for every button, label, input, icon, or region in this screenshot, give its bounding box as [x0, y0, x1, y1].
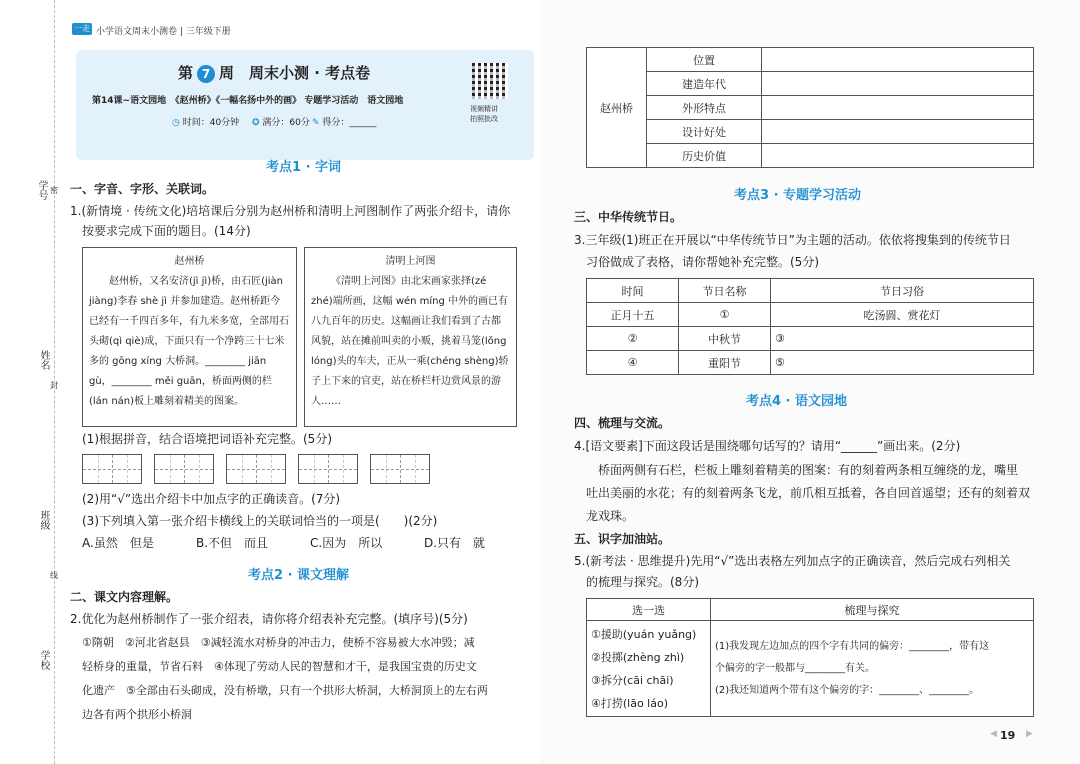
fest-r3-time[interactable]: ④: [587, 351, 679, 375]
kp4-heading: 考点4 · 语文园地: [746, 394, 848, 409]
card2-title: 清明上河图: [385, 256, 436, 267]
series-tag: 一走: [74, 24, 90, 33]
fest-r1-time: 正月十五: [587, 303, 679, 327]
q4-text: 4.[语文要素]下面这段话是围绕哪句话写的？请用“______”画出来。(2分): [574, 439, 961, 453]
label-seal: 封: [50, 381, 58, 390]
kp1-heading: 考点1 · 字词: [266, 160, 342, 175]
student-info-sidebar: [0, 0, 58, 764]
q1-sub2: (2)用“√”选出介绍卡中加点字的正确读音。(7分): [82, 492, 341, 506]
right-page: [540, 0, 1080, 764]
explore-table: [586, 598, 1034, 717]
row-year: 建造年代: [647, 72, 762, 96]
explore-head-analysis: 梳理与探究: [711, 599, 1034, 621]
star-icon: ✪: [252, 118, 260, 128]
series-name: 小学语文周末小测卷: [96, 27, 178, 37]
label-school: 学校: [38, 650, 49, 670]
q1-text-b: 按要求完成下面的题目。(14分): [82, 224, 251, 238]
option-a[interactable]: A.虽然 但是: [82, 536, 154, 550]
fest-r3-custom[interactable]: ⑤: [771, 351, 1034, 375]
fest-r3-name: 重阳节: [679, 351, 771, 375]
q5-text-a: 5.(新考法 · 思维提升)先用“√”选出表格左列加点字的正确读音，然后完成右列相关: [574, 554, 1011, 568]
card2-body: 《清明上河图》由北宋画家张择(zé zhé)端所画，这幅 wén míng 中外的画已有八九百年的历史。这幅画让我们看到了古都风貌，站在摊前叫卖的小贩，挑着马笼(lǒng lóng)头的车夫，正从一乘(chéng shèng)轿子上下来的官吏，站在桥栏杆边赏风景的游人……: [311, 276, 509, 407]
q3-text-a: 3.三年级(1)班正在开展以“中华传统节日”为主题的活动。依依将搜集到的传统节日: [574, 233, 1011, 247]
q4-para-3[interactable]: 龙戏珠。: [586, 509, 635, 523]
option-d[interactable]: D.只有 就: [424, 536, 486, 550]
label-mi: 密: [50, 186, 58, 195]
explore-analysis: [711, 621, 1034, 717]
full-score: [252, 115, 310, 128]
choice-1[interactable]: ①援助(yuán yuǎng): [591, 627, 697, 641]
next-page-icon[interactable]: ▶: [1026, 729, 1033, 739]
card1-body: 赵州桥，又名安济(jì jì)桥，由石匠(jiàn jiàng)李春 shè jì 并参加建造。赵州桥距今已经有一千四百多年，有九米多宽，全部用石头砌(qì qiè)成，下面只有一个净跨三十七米多的 gōng xíng 大桥洞。________ jiān gù，________ měi guān，桥面两侧的栏(lán nán)板上雕刻着精美的图案。: [89, 276, 289, 407]
row-shape: 外形特点: [647, 96, 762, 120]
section-1-title: 一、字音、字形、关联词。: [70, 182, 215, 196]
bridge-label: 赵州桥: [587, 48, 647, 168]
row-design: 设计好处: [647, 120, 762, 144]
cell-year[interactable]: [762, 72, 1034, 96]
festival-table: [586, 278, 1034, 375]
explore-line-1[interactable]: (1)我发现左边加点的四个字有共同的偏旁：________，带有这: [715, 640, 990, 652]
cell-shape[interactable]: [762, 96, 1034, 120]
prev-page-icon[interactable]: ◀: [990, 729, 997, 739]
kp2-heading: 考点2 · 课文理解: [248, 568, 350, 583]
lesson-range: 第14课~语文园地 《赵州桥》《一幅名扬中外的画》 专题学习活动 语文园地: [92, 96, 404, 106]
section-3-title: 三、中华传统节日。: [574, 210, 683, 224]
label-student-number: 学号: [36, 180, 47, 200]
page-number: 19: [1000, 729, 1016, 742]
section-2-title: 二、课文内容理解。: [70, 590, 179, 604]
section-4-title: 四、梳理与交流。: [574, 416, 671, 430]
card-zhaozhou-bridge: [82, 247, 297, 427]
score-field[interactable]: [312, 115, 376, 128]
row-history: 历史价值: [647, 144, 762, 168]
time-text: 时间：40分钟: [182, 118, 240, 128]
fest-r2-name: 中秋节: [679, 327, 771, 351]
q5-text-b: 的梳理与探究。(8分): [586, 575, 699, 589]
title-prefix: 第: [178, 64, 194, 82]
full-text: 满分：60分: [262, 118, 310, 128]
qr-caption-1: 视频精讲: [470, 105, 498, 113]
q2-line-3: 化遗产 ⑤全部由石头砌成，没有桥墩，只有一个拱形大桥洞，大桥洞顶上的左右两: [82, 684, 488, 697]
q2-line-4: 边各有两个拱形小桥洞: [82, 708, 192, 721]
q2-text: 2.优化为赵州桥制作了一张介绍表，请你将介绍表补充完整。(填序号)(5分): [70, 612, 468, 626]
fest-head-name: 节日名称: [679, 279, 771, 303]
week-badge: 7: [197, 65, 215, 83]
explore-line-3[interactable]: (2)我还知道两个带有这个偏旁的字：________、________。: [715, 684, 980, 696]
qr-code-overlay: [472, 63, 508, 99]
section-5-title: 五、识字加油站。: [574, 532, 671, 546]
cell-design[interactable]: [762, 120, 1034, 144]
q4-para-2[interactable]: 吐出美丽的水花；有的刻着两条飞龙，前爪相互抵着，各自回首遥望；还有的刻着双: [586, 486, 1031, 500]
option-c[interactable]: C.因为 所以: [310, 536, 383, 550]
grade-label: 三年级下册: [185, 27, 231, 37]
explore-choices: [587, 621, 711, 717]
answer-grid-4[interactable]: [298, 454, 358, 484]
answer-grid-3[interactable]: [226, 454, 286, 484]
fest-head-custom: 节日习俗: [771, 279, 1034, 303]
q2-line-1: ①隋朝 ②河北省赵县 ③减轻流水对桥身的冲击力，使桥不容易被大水冲毁；减: [82, 636, 475, 649]
option-b[interactable]: B.不但 而且: [196, 536, 269, 550]
card1-title: 赵州桥: [174, 256, 205, 267]
q3-text-b: 习俗做成了表格，请你帮她补充完整。(5分): [586, 255, 819, 269]
label-name: 姓名: [38, 350, 49, 370]
fest-r2-time[interactable]: ②: [587, 327, 679, 351]
q1-sub1: (1)根据拼音，结合语境把词语补充完整。(5分): [82, 432, 332, 446]
qr-caption-2: 拍照批改: [470, 115, 498, 123]
answer-grid-1[interactable]: [82, 454, 142, 484]
kp3-heading: 考点3 · 专题学习活动: [734, 188, 862, 203]
answer-grid-2[interactable]: [154, 454, 214, 484]
choice-2[interactable]: ②投掷(zhèng zhì): [591, 650, 685, 664]
q4-para-1[interactable]: 桥面两侧有石栏，栏板上雕刻着精美的图案：有的刻着两条相互缠绕的龙，嘴里: [598, 463, 1019, 477]
choice-3[interactable]: ③拆分(cāi chāi): [591, 673, 674, 687]
label-line: 线: [50, 571, 58, 580]
row-location: 位置: [647, 48, 762, 72]
bridge-intro-table: [586, 47, 1034, 168]
explore-line-2[interactable]: 个偏旁的字一般都与________有关。: [715, 662, 875, 674]
q2-line-2: 轻桥身的重量，节省石料 ④体现了劳动人民的智慧和才干，是我国宝贵的历史文: [82, 660, 477, 673]
title-suffix: 周 周末小测 · 考点卷: [219, 64, 371, 82]
series-title: 小学语文周末小测卷 | 三年级下册: [96, 27, 231, 37]
cell-location[interactable]: [762, 48, 1034, 72]
choice-4[interactable]: ④打捞(lāo láo): [591, 696, 668, 710]
time-limit: [172, 115, 239, 128]
answer-grid-5[interactable]: [370, 454, 430, 484]
fest-r2-custom[interactable]: ③: [771, 327, 1034, 351]
q1-text-a: 1.(新情境 · 传统文化)培培课后分别为赵州桥和清明上河图制作了两张介绍卡，请你: [70, 204, 511, 218]
cell-history[interactable]: [762, 144, 1034, 168]
fest-r1-name[interactable]: ①: [679, 303, 771, 327]
fest-r1-custom: 吃汤圆、赏花灯: [771, 303, 1034, 327]
fest-head-time: 时间: [587, 279, 679, 303]
pen-icon: ✎: [312, 118, 320, 128]
card-qingming-painting: [304, 247, 517, 427]
label-class: 班级: [38, 510, 49, 530]
q1-sub3: (3)下列填入第一张介绍卡横线上的关联词恰当的一项是( )(2分): [82, 514, 438, 528]
score-text: 得分：______: [322, 118, 377, 128]
clock-icon: ◷: [172, 118, 180, 128]
explore-head-choose: 选一选: [587, 599, 711, 621]
page-title: [178, 62, 370, 83]
